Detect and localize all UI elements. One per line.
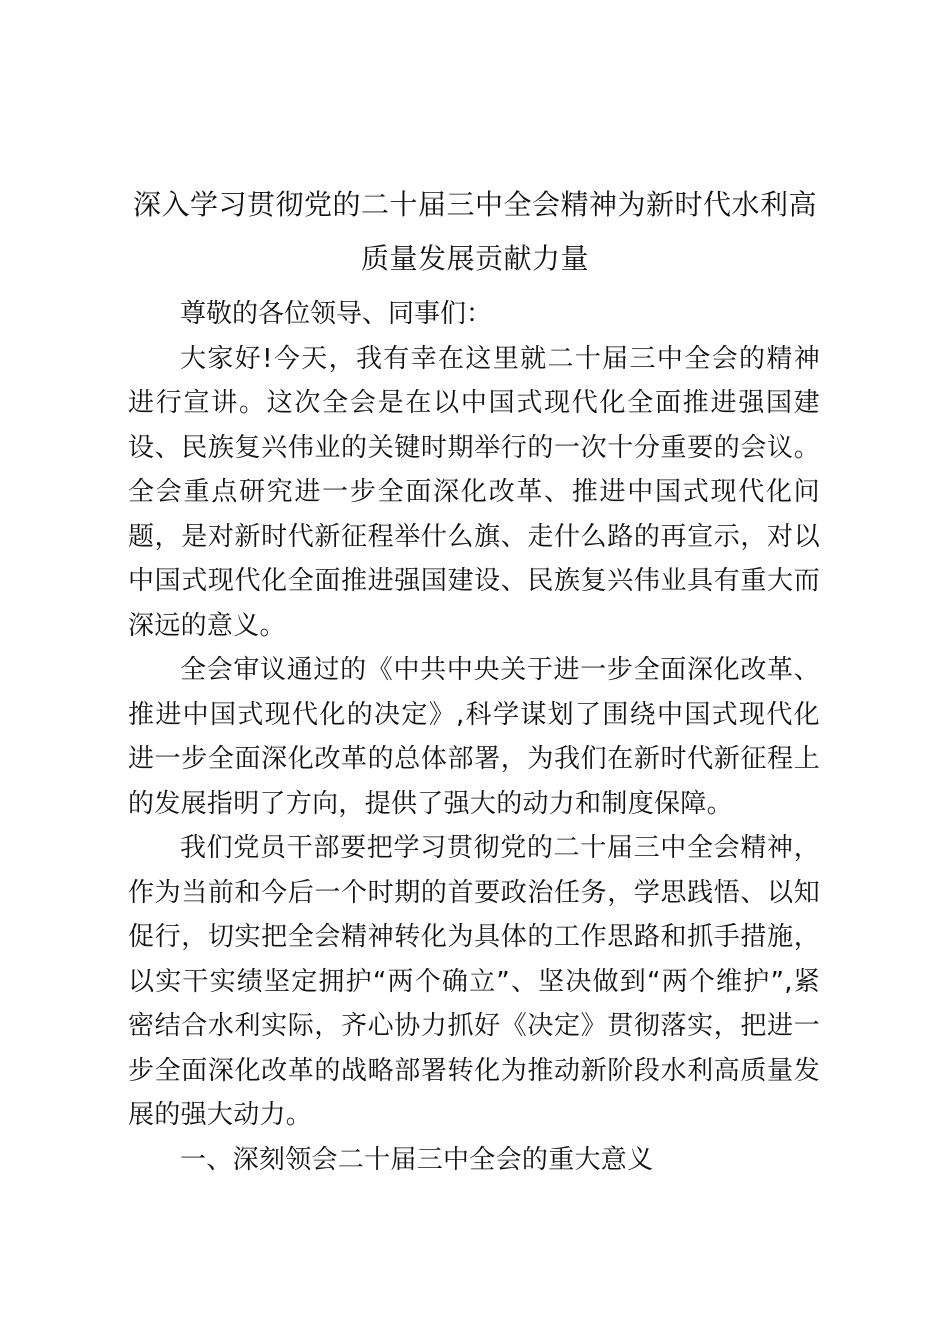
paragraph-2: 全会审议通过的《中共中央关于进一步全面深化改革、推进中国式现代化的决定》,科学谋划了围绕中国式现代化进一步全面深化改革的总体部署，为我们在新时代新征程上的发展指明了方向，提供了强大的动力和制度保障。 xyxy=(128,655,820,819)
document-title: 深入学习贯彻党的二十届三中全会精神为新时代水利高质量发展贡献力量 xyxy=(132,188,817,275)
section-heading: 一、深刻领会二十届三中全会的重大意义 xyxy=(180,1144,654,1175)
paragraph-1: 大家好!今天，我有幸在这里就二十届三中全会的精神进行宣讲。这次全会是在以中国式现代化全面推进强国建设、民族复兴伟业的关键时期举行的一次十分重要的会议。全会重点研究进一步全面深化改革、推进中国式现代化问题，是对新时代新征程举什么旗、走什么路的再宣示，对以中国式现代化全面推进强国建设、民族复兴伟业具有重大而深远的意义。 xyxy=(128,343,820,641)
salutation: 尊敬的各位领导、同事们： xyxy=(180,299,493,329)
document-body xyxy=(128,292,820,1182)
paragraph-3: 我们党员干部要把学习贯彻党的二十届三中全会精神，作为当前和今后一个时期的首要政治任务，学思践悟、以知促行，切实把全会精神转化为具体的工作思路和抓手措施，以实干实绩坚定拥护“两个确立”、坚决做到“两个维护”,紧密结合水利实际，齐心协力抓好《决定》贯彻落实，把进一步全面深化改革的战略部署转化为推动新阶段水利高质量发展的强大动力。 xyxy=(128,833,820,1130)
